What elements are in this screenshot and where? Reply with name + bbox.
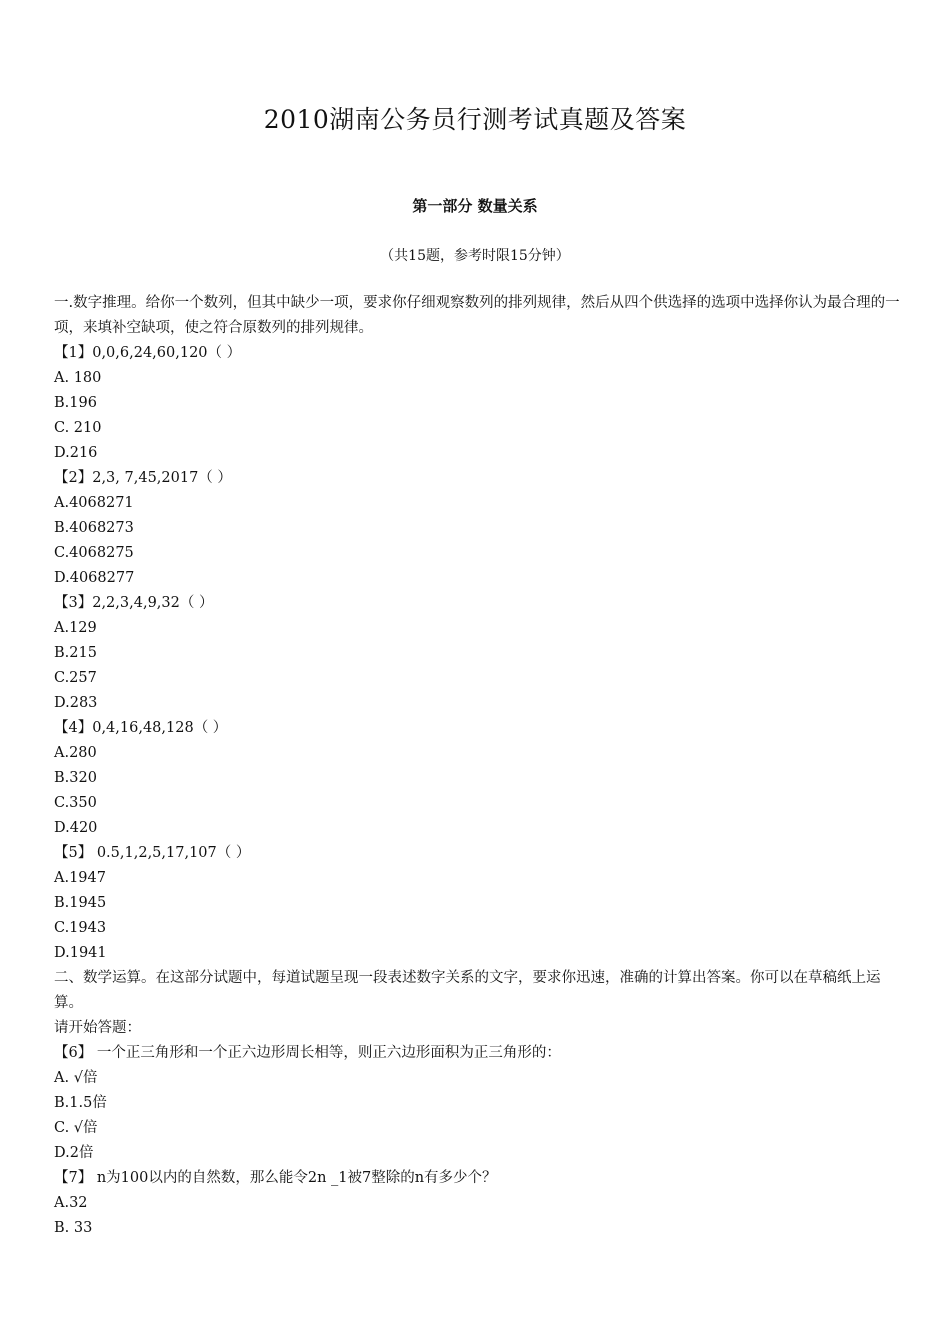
question-7-stem: 【7】 n为100以内的自然数，那么能令2n _1被7整除的n有多少个？ — [54, 1170, 497, 1186]
part1-intro: 一.数字推理。给你一个数列，但其中缺少一项，要求你仔细观察数列的排列规律，然后从四个供选择的选项中选择你认为最合理的一项，来填补空缺项，使之符合原数列的排列规律。 — [54, 295, 900, 336]
question-4-option-b: B.320 — [54, 770, 97, 786]
question-1-option-a: A. 180 — [54, 370, 102, 386]
question-6-stem: 【6】 一个正三角形和一个正六边形周长相等，则正六边形面积为正三角形的： — [54, 1045, 561, 1061]
section-note: （共15题，参考时限15分钟） — [380, 248, 570, 264]
question-4-option-d: D.420 — [54, 820, 98, 836]
option-c-suffix: 倍 — [83, 1120, 98, 1136]
question-4-stem: 【4】0,4,16,48,128（ ） — [54, 720, 228, 736]
question-2-option-b: B.4068273 — [54, 520, 134, 536]
start-prompt: 请开始答题： — [54, 1020, 141, 1036]
question-5-stem: 【5】 0.5,1,2,5,17,107（ ） — [54, 845, 251, 861]
question-3-option-a: A.129 — [54, 620, 97, 636]
question-2-stem: 【2】2,3, 7,45,2017（ ） — [54, 470, 232, 486]
part2-intro: 二、数学运算。在这部分试题中，每道试题呈现一段表述数字关系的文字，要求你迅速，准确的计算出答案。你可以在草稿纸上运算。 — [54, 970, 881, 1011]
question-2-option-a: A.4068271 — [54, 495, 134, 511]
question-1-option-b: B.196 — [54, 395, 97, 411]
document-body — [54, 291, 900, 1241]
question-6-option-b: B.1.5倍 — [54, 1095, 107, 1111]
question-6-option-d: D.2倍 — [54, 1145, 94, 1161]
option-a-suffix: 倍 — [82, 1070, 98, 1086]
question-4-option-c: C.350 — [54, 795, 97, 811]
question-3-stem: 【3】2,2,3,4,9,32（ ） — [54, 595, 214, 611]
question-6-option-a — [54, 1066, 900, 1091]
question-7-option-b: B. 33 — [54, 1220, 93, 1236]
question-6-option-c — [54, 1116, 900, 1141]
question-3-option-b: B.215 — [54, 645, 97, 661]
question-7-option-a: A.32 — [54, 1195, 88, 1211]
question-5-option-d: D.1941 — [54, 945, 107, 961]
question-5-option-c: C.1943 — [54, 920, 107, 936]
question-5-option-b: B.1945 — [54, 895, 107, 911]
question-3-option-c: C.257 — [54, 670, 97, 686]
section-heading: 第一部分 数量关系 — [412, 197, 538, 215]
question-2-option-c: C.4068275 — [54, 545, 134, 561]
option-a-prefix: A. √ — [54, 1070, 83, 1086]
question-2-option-d: D.4068277 — [54, 570, 135, 586]
question-4-option-a: A.280 — [54, 745, 97, 761]
question-1-stem: 【1】0,0,6,24,60,120（ ） — [54, 345, 242, 361]
question-1-option-d: D.216 — [54, 445, 98, 461]
document-title: 2010湖南公务员行测考试真题及答案 — [263, 105, 687, 134]
option-c-prefix: C. √ — [54, 1120, 84, 1136]
question-3-option-d: D.283 — [54, 695, 98, 711]
question-1-option-c: C. 210 — [54, 420, 102, 436]
question-5-option-a: A.1947 — [54, 870, 106, 886]
